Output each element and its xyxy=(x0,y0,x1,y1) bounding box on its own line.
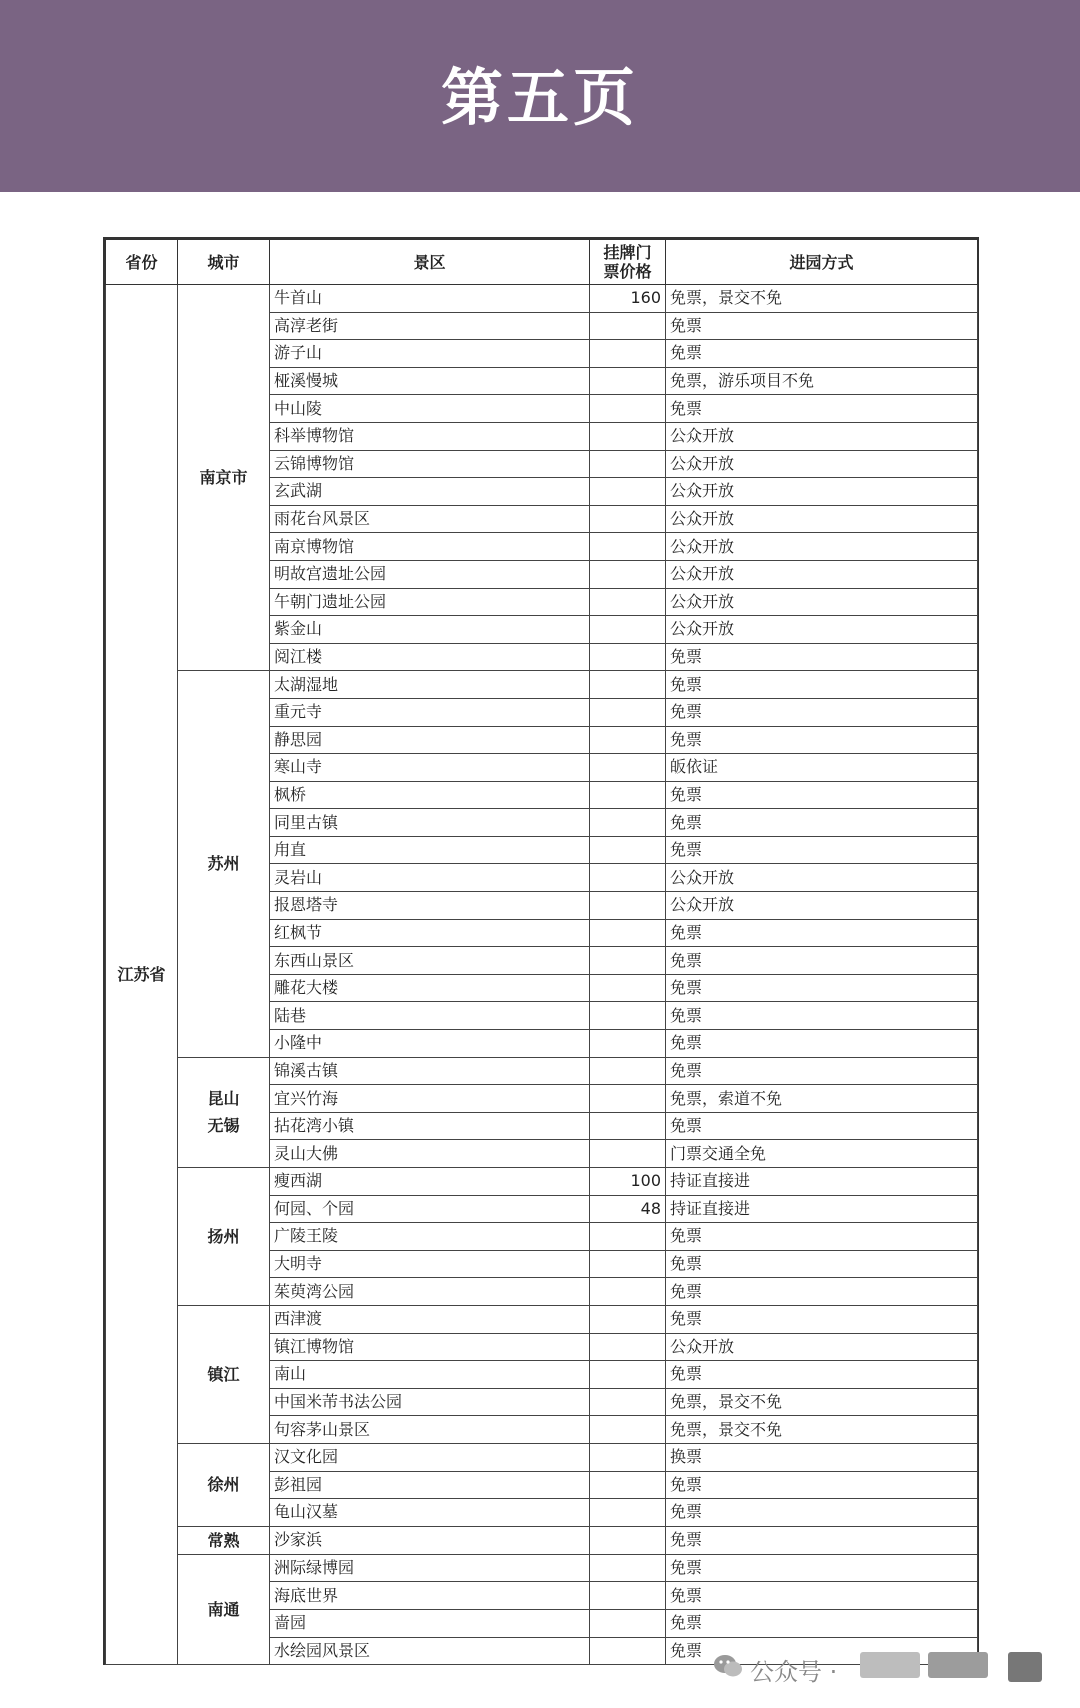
spot-cell: 大明寺 xyxy=(270,1250,590,1278)
entry-mode-cell: 皈依证 xyxy=(666,754,978,782)
spot-cell: 同里古镇 xyxy=(270,809,590,837)
ticket-table xyxy=(105,239,978,1665)
entry-mode-cell: 免票，景交不免 xyxy=(666,285,978,313)
entry-mode-cell: 免票 xyxy=(666,974,978,1002)
spot-cell: 云锦博物馆 xyxy=(270,450,590,478)
entry-mode-cell: 免票 xyxy=(666,1637,978,1665)
entry-mode-cell: 免票 xyxy=(666,1526,978,1554)
price-cell xyxy=(590,643,666,671)
spot-cell: 小隆中 xyxy=(270,1030,590,1058)
price-cell xyxy=(590,974,666,1002)
city-cell: 南京市 xyxy=(178,285,270,671)
table-row xyxy=(106,1057,978,1085)
table-row xyxy=(106,1554,978,1582)
entry-mode-cell: 公众开放 xyxy=(666,422,978,450)
price-cell xyxy=(590,698,666,726)
spot-cell: 彭祖园 xyxy=(270,1471,590,1499)
price-cell xyxy=(590,726,666,754)
spot-cell: 瘦西湖 xyxy=(270,1168,590,1196)
price-cell xyxy=(590,1471,666,1499)
ticket-table-container xyxy=(103,237,979,1665)
spot-cell: 寒山寺 xyxy=(270,754,590,782)
price-cell xyxy=(590,422,666,450)
price-cell xyxy=(590,1305,666,1333)
price-cell xyxy=(590,1582,666,1610)
price-cell xyxy=(590,1554,666,1582)
spot-cell: 南京博物馆 xyxy=(270,533,590,561)
entry-mode-cell: 免票 xyxy=(666,671,978,699)
entry-mode-cell: 公众开放 xyxy=(666,892,978,920)
spot-cell: 龟山汉墓 xyxy=(270,1499,590,1527)
entry-mode-cell: 免票 xyxy=(666,1002,978,1030)
header-entry-mode: 进园方式 xyxy=(666,240,978,285)
price-cell xyxy=(590,1637,666,1665)
price-cell xyxy=(590,533,666,561)
header-province: 省份 xyxy=(106,240,178,285)
entry-mode-cell: 持证直接进 xyxy=(666,1168,978,1196)
spot-cell: 紫金山 xyxy=(270,616,590,644)
spot-cell: 科举博物馆 xyxy=(270,422,590,450)
spot-cell: 陆巷 xyxy=(270,1002,590,1030)
price-cell: 100 xyxy=(590,1168,666,1196)
spot-cell: 拈花湾小镇 xyxy=(270,1112,590,1140)
price-cell xyxy=(590,1250,666,1278)
entry-mode-cell: 门票交通全免 xyxy=(666,1140,978,1168)
price-cell xyxy=(590,1333,666,1361)
price-cell xyxy=(590,892,666,920)
spot-cell: 重元寺 xyxy=(270,698,590,726)
table-row xyxy=(106,285,978,313)
entry-mode-cell: 免票 xyxy=(666,1499,978,1527)
table-row xyxy=(106,1305,978,1333)
city-cell: 徐州 xyxy=(178,1443,270,1526)
entry-mode-cell: 免票 xyxy=(666,781,978,809)
price-cell xyxy=(590,1002,666,1030)
entry-mode-cell: 免票 xyxy=(666,919,978,947)
entry-mode-cell: 持证直接进 xyxy=(666,1195,978,1223)
price-cell xyxy=(590,864,666,892)
price-cell xyxy=(590,919,666,947)
header-price: 挂牌门 票价格 xyxy=(590,240,666,285)
city-cell: 苏州 xyxy=(178,671,270,1057)
spot-cell: 游子山 xyxy=(270,340,590,368)
entry-mode-cell: 免票 xyxy=(666,1278,978,1306)
entry-mode-cell: 免票 xyxy=(666,312,978,340)
entry-mode-cell: 免票 xyxy=(666,1554,978,1582)
city-cell: 扬州 xyxy=(178,1168,270,1306)
price-cell xyxy=(590,395,666,423)
price-cell xyxy=(590,671,666,699)
spot-cell: 沙家浜 xyxy=(270,1526,590,1554)
spot-cell: 东西山景区 xyxy=(270,947,590,975)
price-cell: 48 xyxy=(590,1195,666,1223)
price-cell xyxy=(590,1443,666,1471)
price-cell xyxy=(590,754,666,782)
spot-cell: 高淳老街 xyxy=(270,312,590,340)
price-cell xyxy=(590,1112,666,1140)
price-cell xyxy=(590,478,666,506)
spot-cell: 明故宫遗址公园 xyxy=(270,560,590,588)
province-cell: 江苏省 xyxy=(106,285,178,1665)
price-cell xyxy=(590,1388,666,1416)
price-cell xyxy=(590,367,666,395)
entry-mode-cell: 公众开放 xyxy=(666,864,978,892)
price-cell xyxy=(590,836,666,864)
spot-cell: 锦溪古镇 xyxy=(270,1057,590,1085)
price-cell xyxy=(590,1085,666,1113)
spot-cell: 甪直 xyxy=(270,836,590,864)
spot-cell: 红枫节 xyxy=(270,919,590,947)
spot-cell: 宜兴竹海 xyxy=(270,1085,590,1113)
city-cell: 南通 xyxy=(178,1554,270,1664)
price-cell xyxy=(590,560,666,588)
blurred-account-name xyxy=(860,1652,920,1678)
price-cell xyxy=(590,1140,666,1168)
price-cell xyxy=(590,1361,666,1389)
city-cell: 镇江 xyxy=(178,1305,270,1443)
entry-mode-cell: 免票 xyxy=(666,1471,978,1499)
price-cell xyxy=(590,1030,666,1058)
entry-mode-cell: 换票 xyxy=(666,1443,978,1471)
price-cell xyxy=(590,312,666,340)
spot-cell: 雕花大楼 xyxy=(270,974,590,1002)
price-cell xyxy=(590,947,666,975)
entry-mode-cell: 免票 xyxy=(666,1609,978,1637)
entry-mode-cell: 公众开放 xyxy=(666,588,978,616)
entry-mode-cell: 公众开放 xyxy=(666,1333,978,1361)
entry-mode-cell: 免票 xyxy=(666,340,978,368)
price-cell xyxy=(590,1223,666,1251)
entry-mode-cell: 免票 xyxy=(666,1305,978,1333)
price-cell xyxy=(590,505,666,533)
entry-mode-cell: 免票 xyxy=(666,1582,978,1610)
entry-mode-cell: 公众开放 xyxy=(666,560,978,588)
spot-cell: 茱萸湾公园 xyxy=(270,1278,590,1306)
price-cell xyxy=(590,450,666,478)
wechat-icon xyxy=(712,1652,744,1680)
page-banner xyxy=(0,0,1080,192)
spot-cell: 南山 xyxy=(270,1361,590,1389)
spot-cell: 静思园 xyxy=(270,726,590,754)
page-title: 第五页 xyxy=(440,61,639,134)
table-row xyxy=(106,1526,978,1554)
spot-cell: 海底世界 xyxy=(270,1582,590,1610)
entry-mode-cell: 免票，景交不免 xyxy=(666,1416,978,1444)
blurred-account-name xyxy=(1008,1652,1042,1682)
price-cell: 160 xyxy=(590,285,666,313)
spot-cell: 阅江楼 xyxy=(270,643,590,671)
spot-cell: 太湖湿地 xyxy=(270,671,590,699)
spot-cell: 桠溪慢城 xyxy=(270,367,590,395)
spot-cell: 中山陵 xyxy=(270,395,590,423)
entry-mode-cell: 公众开放 xyxy=(666,478,978,506)
entry-mode-cell: 免票 xyxy=(666,395,978,423)
entry-mode-cell: 免票 xyxy=(666,698,978,726)
entry-mode-cell: 免票 xyxy=(666,1030,978,1058)
entry-mode-cell: 免票，索道不免 xyxy=(666,1085,978,1113)
watermark-label: 公众号 · xyxy=(750,1658,838,1686)
blurred-account-name xyxy=(928,1652,988,1678)
entry-mode-cell: 公众开放 xyxy=(666,616,978,644)
price-cell xyxy=(590,1499,666,1527)
entry-mode-cell: 免票 xyxy=(666,836,978,864)
price-cell xyxy=(590,781,666,809)
entry-mode-cell: 免票 xyxy=(666,726,978,754)
price-cell xyxy=(590,1609,666,1637)
spot-cell: 何园、个园 xyxy=(270,1195,590,1223)
spot-cell: 洲际绿博园 xyxy=(270,1554,590,1582)
price-cell xyxy=(590,1057,666,1085)
header-spot: 景区 xyxy=(270,240,590,285)
entry-mode-cell: 免票 xyxy=(666,643,978,671)
table-header-row xyxy=(106,240,978,285)
city-cell: 昆山 无锡 xyxy=(178,1057,270,1167)
entry-mode-cell: 免票 xyxy=(666,947,978,975)
spot-cell: 汉文化园 xyxy=(270,1443,590,1471)
table-row xyxy=(106,1443,978,1471)
spot-cell: 午朝门遗址公园 xyxy=(270,588,590,616)
entry-mode-cell: 公众开放 xyxy=(666,450,978,478)
spot-cell: 广陵王陵 xyxy=(270,1223,590,1251)
table-row xyxy=(106,671,978,699)
price-cell xyxy=(590,809,666,837)
entry-mode-cell: 免票 xyxy=(666,1223,978,1251)
spot-cell: 牛首山 xyxy=(270,285,590,313)
spot-cell: 句容茅山景区 xyxy=(270,1416,590,1444)
entry-mode-cell: 免票，游乐项目不免 xyxy=(666,367,978,395)
entry-mode-cell: 公众开放 xyxy=(666,505,978,533)
spot-cell: 灵山大佛 xyxy=(270,1140,590,1168)
spot-cell: 中国米芾书法公园 xyxy=(270,1388,590,1416)
entry-mode-cell: 公众开放 xyxy=(666,533,978,561)
price-cell xyxy=(590,616,666,644)
table-row xyxy=(106,1168,978,1196)
table-body xyxy=(106,285,978,1665)
entry-mode-cell: 免票，景交不免 xyxy=(666,1388,978,1416)
entry-mode-cell: 免票 xyxy=(666,1057,978,1085)
spot-cell: 水绘园风景区 xyxy=(270,1637,590,1665)
spot-cell: 西津渡 xyxy=(270,1305,590,1333)
entry-mode-cell: 免票 xyxy=(666,1361,978,1389)
header-city: 城市 xyxy=(178,240,270,285)
spot-cell: 报恩塔寺 xyxy=(270,892,590,920)
city-cell: 常熟 xyxy=(178,1526,270,1554)
spot-cell: 镇江博物馆 xyxy=(270,1333,590,1361)
entry-mode-cell: 免票 xyxy=(666,1112,978,1140)
watermark xyxy=(700,1648,1060,1688)
price-cell xyxy=(590,1526,666,1554)
spot-cell: 啬园 xyxy=(270,1609,590,1637)
entry-mode-cell: 免票 xyxy=(666,809,978,837)
price-cell xyxy=(590,1278,666,1306)
price-cell xyxy=(590,588,666,616)
spot-cell: 玄武湖 xyxy=(270,478,590,506)
spot-cell: 灵岩山 xyxy=(270,864,590,892)
entry-mode-cell: 免票 xyxy=(666,1250,978,1278)
price-cell xyxy=(590,1416,666,1444)
price-cell xyxy=(590,340,666,368)
spot-cell: 雨花台风景区 xyxy=(270,505,590,533)
spot-cell: 枫桥 xyxy=(270,781,590,809)
